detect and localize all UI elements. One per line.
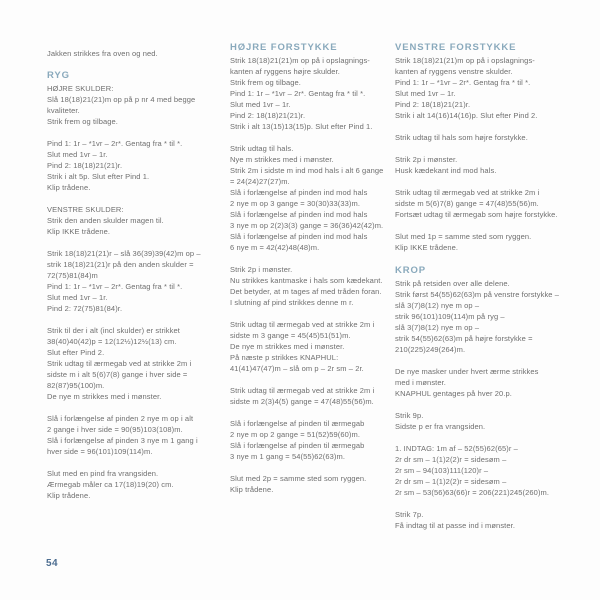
text-line: Slå i forlængelse af pinden ind mod hals (230, 232, 368, 241)
text-line: = 24(24)27(27)m. (230, 177, 290, 186)
text-line: Pind 2: 72(75)81(84)r. (47, 304, 123, 313)
paragraph (47, 48, 227, 59)
text-line: Slå 18(18)21(21)m op på p nr 4 med begge (47, 95, 196, 104)
text-line: Slå i forlængelse af pinden til ærmegab (230, 441, 365, 450)
text-line: Pind 1: 1r – *1vr – 2r*. Gentag fra * til *. (230, 89, 366, 98)
paragraph (230, 385, 393, 407)
paragraph (395, 132, 567, 143)
text-line: 2 gange i hver side = 90(95)103(108)m. (47, 425, 183, 434)
text-line: Strik 18(18)21(21)r – slå 36(39)39(42)m op – (47, 249, 201, 258)
section-heading: VENSTRE FORSTYKKE (395, 42, 517, 53)
text-line: med i mønster. (395, 378, 446, 387)
text-line: 72(75)81(84)m (47, 271, 98, 280)
paragraph (395, 443, 567, 498)
paragraph (47, 138, 227, 193)
text-line: Strik 18(18)21(21)m op på i opslagnings- (395, 56, 535, 65)
text-line: Slå i forlængelse af pinden 2 nye m op i alt (47, 414, 194, 423)
text-line: Nu strikkes kantmaske i hals som kædekant. (230, 276, 383, 285)
paragraph (47, 83, 227, 127)
text-line: Jakken strikkes fra oven og ned. (47, 49, 158, 58)
text-line: Slut efter Pind 2. (47, 348, 105, 357)
text-line: Klip IKKE trådene. (395, 243, 459, 252)
paragraph (395, 509, 567, 531)
paragraph (230, 418, 393, 462)
text-line: 2r sm – 53(56)63(66)r = 206(221)245(260)m. (395, 488, 550, 497)
text-line: Pind 2: 18(18)21(21)r. (47, 161, 123, 170)
text-line: 2 nye m op 3 gange = 30(30)33(33)m. (230, 199, 361, 208)
text-line: 2r sm – 94(103)111(120)r – (395, 466, 489, 475)
text-line: Strik til der i alt (incl skulder) er strikket (47, 326, 180, 335)
text-line: Slå i forlængelse af pinden 3 nye m 1 gang i (47, 436, 198, 445)
paragraph (395, 154, 567, 176)
column-ryg (47, 48, 227, 512)
paragraph (230, 264, 393, 308)
paragraph (47, 325, 227, 402)
text-line: Slå i forlængelse af pinden ind mod hals (230, 210, 368, 219)
text-line: 82(87)95(100)m. (47, 381, 105, 390)
text-line: De nye m strikkes med i mønster. (47, 392, 162, 401)
text-line: Strik frem og tilbage. (230, 78, 301, 87)
paragraph (395, 231, 567, 253)
section-heading: KROP (395, 265, 427, 276)
text-line: Pind 1: 1r – *1vr – 2r*. Gentag fra * til *. (47, 282, 183, 291)
text-line: Klip trådene. (47, 491, 91, 500)
text-line: Strik først 54(55)62(63)m på venstre forstykke – (395, 290, 560, 299)
paragraph (47, 413, 227, 457)
text-line: kanten af ryggens højre skulder. (230, 67, 340, 76)
text-line: Strik 2m i sidste m ind mod hals i alt 6 gange (230, 166, 384, 175)
text-line: Strik i alt 5p. Slut efter Pind 1. (47, 172, 150, 181)
text-line: Strik udtag til ærmegab ved at strikke 2m i (230, 320, 375, 329)
paragraph (47, 248, 227, 314)
text-line: 6 nye m = 42(42)48(48)m. (230, 243, 320, 252)
section-heading: RYG (47, 70, 70, 81)
text-line: Strik udtag til ærmegab ved at strikke 2m i (47, 359, 192, 368)
text-line: På næste p strikkes KNAPHUL: (230, 353, 339, 362)
text-line: Strik udtag til ærmegab ved at strikke 2m i (230, 386, 375, 395)
column-venstre-forstykke (395, 42, 567, 542)
text-line: Strik 7p. (395, 510, 424, 519)
text-line: Nye m strikkes med i mønster. (230, 155, 334, 164)
text-line: sidste m 3 gange = 45(45)51(51)m. (230, 331, 351, 340)
text-line: Slå i forlængelse af pinden ind mod hals (230, 188, 368, 197)
text-line: Slut med 1vr – 1r. (47, 293, 108, 302)
text-line: 38(40)40(42)p = 12(12½)12½(13) cm. (47, 337, 177, 346)
text-line: Strik i alt 13(15)13(15)p. Slut efter Pind 1. (230, 122, 373, 131)
text-line: Fortsæt udtag til ærmegab som højre forstykke. (395, 210, 558, 219)
paragraph (395, 278, 567, 355)
text-line: Strik på retsiden over alle delene. (395, 279, 510, 288)
text-line: Slut med en pind fra vrangsiden. (47, 469, 159, 478)
section-heading: HØJRE FORSTYKKE (230, 42, 338, 53)
text-line: 2r dr sm – 1(1)2(2)r = sidesøm – (395, 477, 507, 486)
text-line: strik 96(101)109(114)m på ryg – (395, 312, 505, 321)
column-hojre-forstykke (230, 42, 393, 506)
text-line: Det betyder, at m tages af med tråden foran. (230, 287, 382, 296)
text-line: 2r dr sm – 1(1)2(2)r = sidesøm – (395, 455, 507, 464)
text-line: HØJRE SKULDER: (47, 84, 114, 93)
text-line: 2 nye m op 2 gange = 51(52)59(60)m. (230, 430, 361, 439)
text-line: Pind 1: 1r – *1vr – 2r*. Gentag fra * til *. (395, 78, 531, 87)
text-line: slå 3(7)8(12) nye m op – (395, 301, 480, 310)
text-line: 1. INDTAG: 1m af – 52(55)62(65)r – (395, 444, 518, 453)
text-line: Slut med 1vr – 1r. (47, 150, 108, 159)
text-line: 210(225)249(264)m. (395, 345, 466, 354)
text-line: 3 nye m op 2(2)3(3) gange = 36(36)42(42)m. (230, 221, 384, 230)
text-line: Pind 1: 1r – *1vr – 2r*. Gentag fra * til *. (47, 139, 183, 148)
text-line: Strik 2p i mønster. (230, 265, 293, 274)
text-line: Pind 2: 18(18)21(21)r. (230, 111, 306, 120)
text-line: Klip trådene. (47, 183, 91, 192)
text-line: KNAPHUL gentages på hver 20.p. (395, 389, 512, 398)
text-line: kanten af ryggens venstre skulder. (395, 67, 513, 76)
text-line: sidste m 5(6)7(8) gange = 47(48)55(56)m. (395, 199, 539, 208)
text-line: Strik frem og tilbage. (47, 117, 118, 126)
text-line: sidste m i alt 5(6)7(8) gange i hver side = (47, 370, 188, 379)
text-line: Husk kædekant ind mod hals. (395, 166, 497, 175)
text-line: strik 18(18)21(21)r på den anden skulder = (47, 260, 194, 269)
text-line: Klip IKKE trådene. (47, 227, 111, 236)
text-line: Strik 9p. (395, 411, 424, 420)
text-line: Strik den anden skulder magen til. (47, 216, 164, 225)
paragraph (230, 143, 393, 253)
text-line: kvaliteter. (47, 106, 80, 115)
paragraph (230, 55, 393, 132)
paragraph (395, 366, 567, 399)
text-line: Pind 2: 18(18)21(21)r. (395, 100, 471, 109)
text-line: 3 nye m 1 gang = 54(55)62(63)m. (230, 452, 346, 461)
text-line: Slut med 2p = samme sted som ryggen. (230, 474, 367, 483)
text-line: De nye masker under hvert ærme strikkes (395, 367, 539, 376)
text-line: Strik 2p i mønster. (395, 155, 458, 164)
text-line: slå 3(7)8(12) nye m op – (395, 323, 480, 332)
paragraph (47, 468, 227, 501)
paragraph (47, 204, 227, 237)
text-line: Ærmegab måler ca 17(18)19(20) cm. (47, 480, 174, 489)
text-line: Strik udtag til hals. (230, 144, 294, 153)
text-line: Slut med 1p = samme sted som ryggen. (395, 232, 532, 241)
text-line: Strik 18(18)21(21)m op på i opslagnings- (230, 56, 370, 65)
text-line: hver side = 96(101)109(114)m. (47, 447, 153, 456)
text-line: 41(41)47(47)m – slå om p – 2r sm – 2r. (230, 364, 364, 373)
paragraph (395, 55, 567, 121)
text-line: Strik udtag til hals som højre forstykke. (395, 133, 528, 142)
paragraph (395, 187, 567, 220)
page-number: 54 (46, 558, 59, 569)
paragraph (230, 319, 393, 374)
text-line: sidste m 2(3)4(5) gange = 47(48)55(56)m. (230, 397, 374, 406)
text-line: Få indtag til at passe ind i mønster. (395, 521, 516, 530)
text-line: strik 54(55)62(63)m på højre forstykke = (395, 334, 533, 343)
text-line: I slutning af pind strikkes denne m r. (230, 298, 354, 307)
paragraph (395, 410, 567, 432)
paragraph (230, 473, 393, 495)
text-line: Slå i forlængelse af pinden til ærmegab (230, 419, 365, 428)
text-line: Strik i alt 14(16)14(16)p. Slut efter Pind 2. (395, 111, 538, 120)
text-line: Slut med 1vr – 1r. (230, 100, 291, 109)
text-line: Sidste p er fra vrangsiden. (395, 422, 486, 431)
text-line: Slut med 1vr – 1r. (395, 89, 456, 98)
text-line: Klip trådene. (230, 485, 274, 494)
text-line: De nye m strikkes med i mønster. (230, 342, 345, 351)
text-line: VENSTRE SKULDER: (47, 205, 124, 214)
text-line: Strik udtag til ærmegab ved at strikke 2m i (395, 188, 540, 197)
